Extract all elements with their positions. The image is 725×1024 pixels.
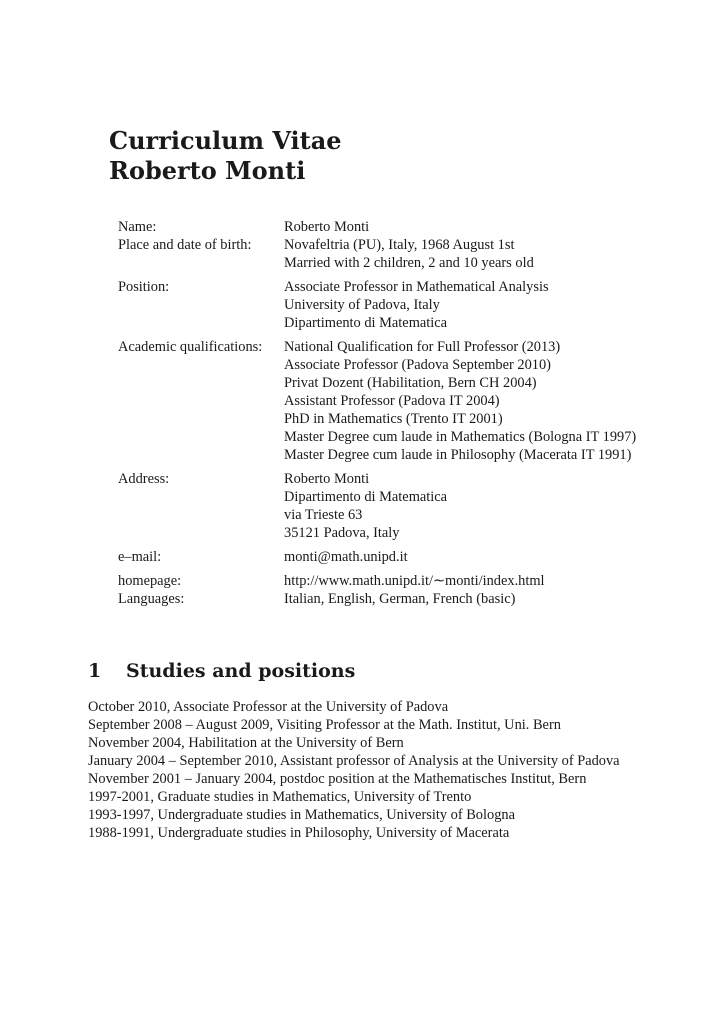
list-item: 1997-2001, Graduate studies in Mathematics, University of Trento: [88, 789, 472, 805]
info-value: Privat Dozent (Habilitation, Bern CH 2004): [284, 375, 537, 391]
info-value: Associate Professor (Padova September 2010): [284, 357, 551, 373]
info-value: 35121 Padova, Italy: [284, 525, 400, 541]
personal-info-table: [118, 218, 678, 614]
info-label: Position:: [118, 279, 170, 295]
list-item: November 2001 – January 2004, postdoc position at the Mathematisches Institut, Bern: [88, 771, 587, 787]
list-item: September 2008 – August 2009, Visiting Professor at the Math. Institut, Uni. Bern: [88, 717, 561, 733]
info-row-homepage: [118, 572, 678, 590]
info-value: Italian, English, German, French (basic): [284, 591, 516, 607]
info-row-qualifications: [118, 338, 678, 464]
info-value: Associate Professor in Mathematical Analysis: [284, 279, 549, 295]
title-line-2: Roberto Monti: [109, 156, 306, 185]
info-values: [284, 236, 678, 272]
info-row-name: [118, 218, 678, 236]
section-heading: [88, 659, 355, 683]
info-value: Married with 2 children, 2 and 10 years old: [284, 255, 534, 271]
info-value: PhD in Mathematics (Trento IT 2001): [284, 411, 503, 427]
info-values: [284, 218, 678, 236]
info-values: [284, 572, 678, 590]
info-label: Place and date of birth:: [118, 237, 252, 253]
info-row-birth: [118, 236, 678, 272]
list-item: November 2004, Habilitation at the University of Bern: [88, 735, 404, 751]
list-item: 1993-1997, Undergraduate studies in Mathematics, University of Bologna: [88, 807, 515, 823]
info-value: University of Padova, Italy: [284, 297, 440, 313]
info-values: [284, 278, 678, 332]
info-value: via Trieste 63: [284, 507, 363, 523]
info-value: Roberto Monti: [284, 471, 370, 487]
studies-list: [88, 698, 708, 842]
info-label: homepage:: [118, 573, 182, 589]
info-row-email: [118, 548, 678, 566]
list-item: October 2010, Associate Professor at the University of Padova: [88, 699, 449, 715]
section-number: 1: [88, 660, 102, 682]
info-label: Languages:: [118, 591, 185, 607]
info-value: National Qualification for Full Professor (2013): [284, 339, 561, 355]
homepage-link[interactable]: http://www.math.unipd.it/∼monti/index.html: [284, 573, 545, 589]
info-row-address: [118, 470, 678, 542]
info-label: e–mail:: [118, 549, 162, 565]
list-item: January 2004 – September 2010, Assistant professor of Analysis at the University of Padova: [88, 753, 620, 769]
title-line-1: Curriculum Vitae: [109, 126, 342, 155]
info-label: Address:: [118, 471, 170, 487]
list-item: 1988-1991, Undergraduate studies in Philosophy, University of Macerata: [88, 825, 510, 841]
email-link[interactable]: monti@math.unipd.it: [284, 549, 408, 565]
info-values: [284, 548, 678, 566]
section-title: Studies and positions: [126, 660, 356, 682]
info-value: Dipartimento di Matematica: [284, 489, 448, 505]
info-row-position: [118, 278, 678, 332]
info-row-languages: [118, 590, 678, 608]
info-value: Novafeltria (PU), Italy, 1968 August 1st: [284, 237, 515, 253]
info-label: Academic qualifications:: [118, 339, 263, 355]
info-value: Master Degree cum laude in Mathematics (Bologna IT 1997): [284, 429, 637, 445]
info-value: Dipartimento di Matematica: [284, 315, 448, 331]
info-values: [284, 338, 678, 464]
info-value: Assistant Professor (Padova IT 2004): [284, 393, 500, 409]
info-value: Roberto Monti: [284, 219, 370, 235]
info-values: [284, 470, 678, 542]
info-value: Master Degree cum laude in Philosophy (Macerata IT 1991): [284, 447, 632, 463]
info-values: [284, 590, 678, 608]
document-title: [109, 126, 342, 186]
info-label: Name:: [118, 219, 157, 235]
